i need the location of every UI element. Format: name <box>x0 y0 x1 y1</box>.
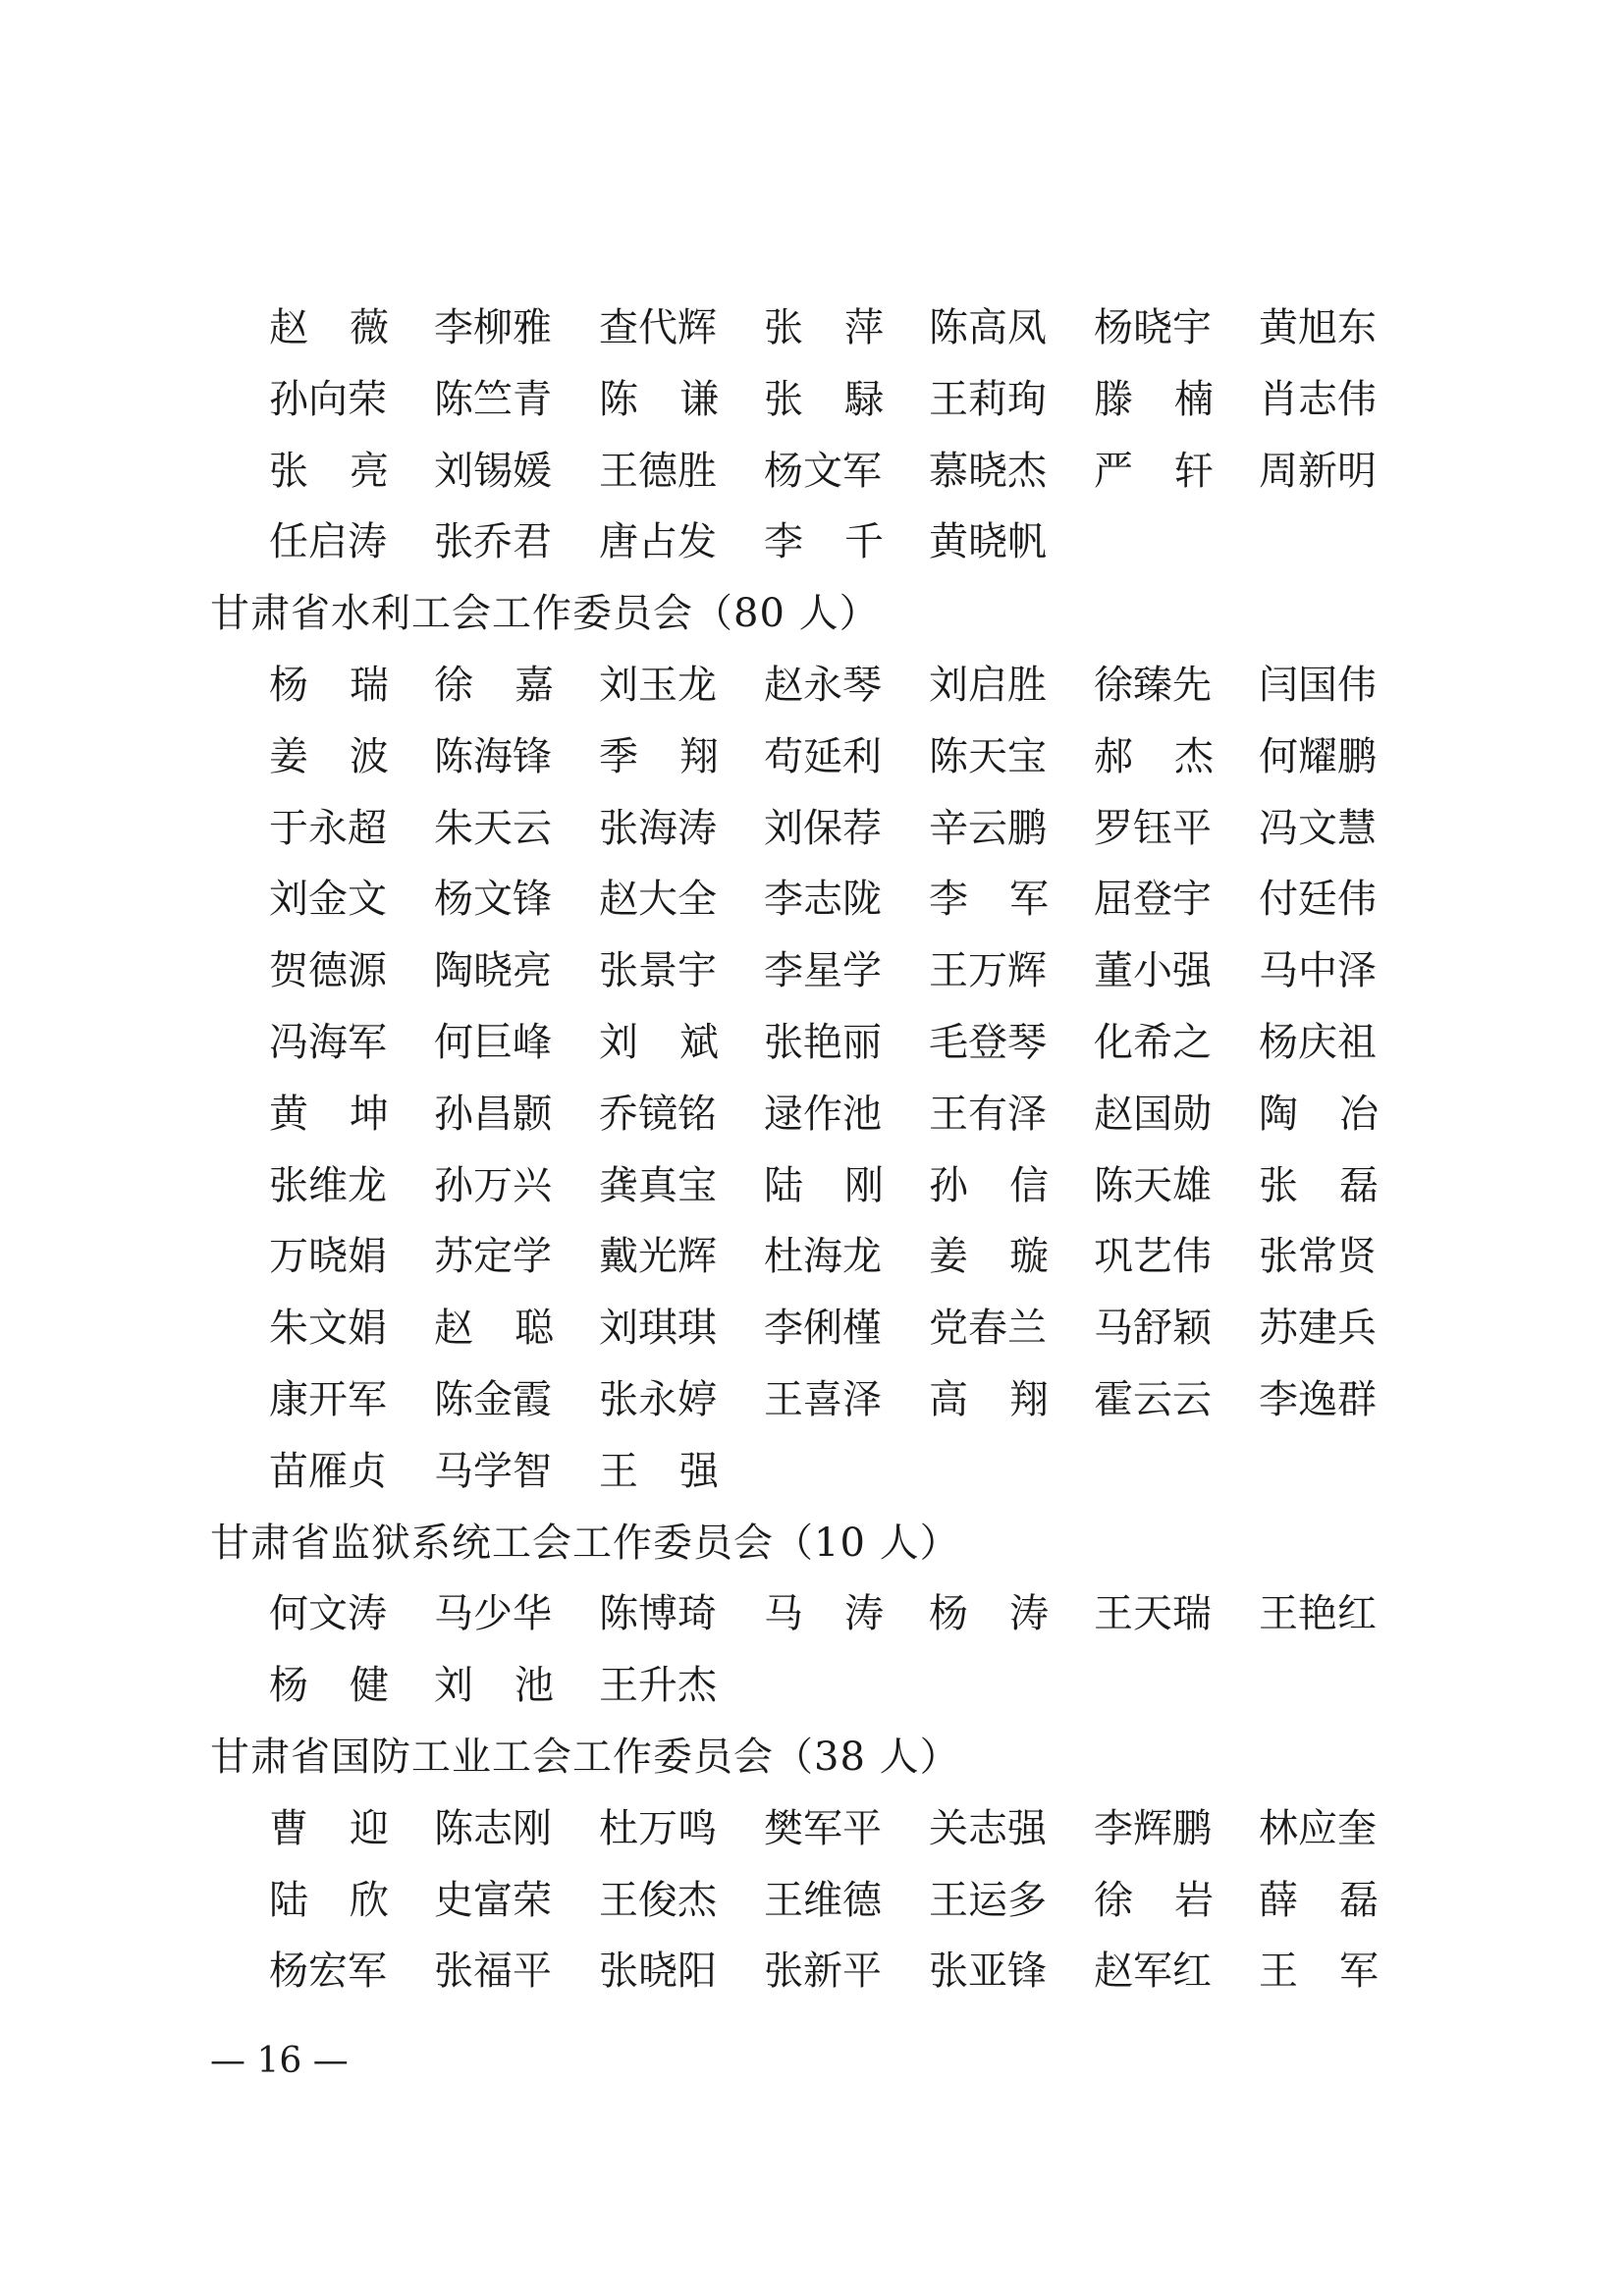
person-name: 苟延利 <box>764 733 882 779</box>
person-name: 张艳丽 <box>764 1020 882 1065</box>
person-name: 孙 信 <box>929 1162 1049 1208</box>
person-name: 郝 杰 <box>1094 733 1214 779</box>
person-name: 冯海军 <box>269 1020 387 1065</box>
person-name: 陈海锋 <box>434 733 552 779</box>
person-name: 杜万鸣 <box>599 1805 717 1851</box>
person-name: 王艳红 <box>1259 1591 1377 1637</box>
person-name: 李星学 <box>764 948 882 994</box>
person-name: 慕晓杰 <box>929 448 1047 494</box>
name-row <box>0 507 1624 577</box>
person-name: 杨 健 <box>269 1663 389 1709</box>
person-name: 陈 谦 <box>599 376 719 422</box>
person-name: 苏建兵 <box>1259 1306 1377 1352</box>
name-row <box>0 1007 1624 1078</box>
person-name: 赵军红 <box>1094 1949 1212 1995</box>
person-name: 周新明 <box>1259 448 1377 494</box>
person-name: 刘 池 <box>434 1663 554 1709</box>
name-row <box>0 1436 1624 1507</box>
committee-heading: 甘肃省水利工会工作委员会（80 人） <box>210 591 880 637</box>
person-name: 张永婷 <box>599 1377 717 1422</box>
person-name: 马舒颖 <box>1094 1306 1212 1352</box>
person-name: 马中泽 <box>1259 948 1377 994</box>
person-name: 徐 岩 <box>1094 1877 1214 1923</box>
person-name: 王莉珣 <box>929 376 1047 422</box>
person-name: 陈天宝 <box>929 733 1047 779</box>
person-name: 付廷伟 <box>1259 877 1377 923</box>
person-name: 张常贤 <box>1259 1234 1377 1280</box>
person-name: 黄 坤 <box>269 1091 389 1137</box>
person-name: 贺德源 <box>269 948 387 994</box>
person-name: 何巨峰 <box>434 1020 552 1065</box>
person-name: 严 轩 <box>1094 448 1214 494</box>
person-name: 季 翔 <box>599 733 719 779</box>
person-name: 刘保荐 <box>764 805 882 851</box>
person-name: 王喜泽 <box>764 1377 882 1422</box>
person-name: 查代辉 <box>599 305 717 350</box>
name-row <box>0 935 1624 1006</box>
person-name: 何耀鹏 <box>1259 733 1377 779</box>
name-row <box>0 436 1624 507</box>
person-name: 赵 聪 <box>434 1306 554 1352</box>
person-name: 杨文军 <box>764 448 882 494</box>
person-name: 李 军 <box>929 877 1049 923</box>
person-name: 刘金文 <box>269 877 387 923</box>
person-name: 陈金霞 <box>434 1377 552 1422</box>
person-name: 罗钰平 <box>1094 805 1212 851</box>
person-name: 闫国伟 <box>1259 663 1377 708</box>
name-row <box>0 1079 1624 1149</box>
person-name: 乔镜铭 <box>599 1091 717 1137</box>
person-name: 张 騄 <box>764 376 884 422</box>
person-name: 陈博琦 <box>599 1591 717 1637</box>
person-name: 陆 刚 <box>764 1162 884 1208</box>
person-name: 孙向荣 <box>269 376 387 422</box>
person-name: 张维龙 <box>269 1162 387 1208</box>
person-name: 王维德 <box>764 1877 882 1923</box>
person-name: 张海涛 <box>599 805 717 851</box>
person-name: 马学智 <box>434 1448 552 1494</box>
person-name: 陈竺青 <box>434 376 552 422</box>
person-name: 薛 磊 <box>1259 1877 1379 1923</box>
person-name: 孙昌颢 <box>434 1091 552 1137</box>
person-name: 王运多 <box>929 1877 1047 1923</box>
person-name: 张福平 <box>434 1949 552 1995</box>
person-name: 朱天云 <box>434 805 552 851</box>
person-name: 冯文慧 <box>1259 805 1377 851</box>
person-name: 化希之 <box>1094 1020 1212 1065</box>
person-name: 李辉鹏 <box>1094 1805 1212 1851</box>
person-name: 朱文娟 <box>269 1306 387 1352</box>
person-name: 杨 瑞 <box>269 663 389 708</box>
person-name: 于永超 <box>269 805 387 851</box>
name-row <box>0 1650 1624 1721</box>
person-name: 李 千 <box>764 519 884 565</box>
name-row <box>0 1364 1624 1435</box>
person-name: 陈高凤 <box>929 305 1047 350</box>
name-row <box>0 1936 1624 2006</box>
person-name: 巩艺伟 <box>1094 1234 1212 1280</box>
person-name: 屈登宇 <box>1094 877 1212 923</box>
name-row <box>0 650 1624 721</box>
person-name: 杨晓宇 <box>1094 305 1212 350</box>
person-name: 康开军 <box>269 1377 387 1422</box>
person-name: 赵国勋 <box>1094 1091 1212 1137</box>
person-name: 姜 波 <box>269 733 389 779</box>
person-name: 徐 嘉 <box>434 663 554 708</box>
person-name: 刘琪琪 <box>599 1306 717 1352</box>
person-name: 龚真宝 <box>599 1162 717 1208</box>
person-name: 黄晓帆 <box>929 519 1047 565</box>
person-name: 董小强 <box>1094 948 1212 994</box>
person-name: 任启涛 <box>269 519 387 565</box>
person-name: 王万辉 <box>929 948 1047 994</box>
name-row <box>0 293 1624 363</box>
person-name: 王升杰 <box>599 1663 717 1709</box>
person-name: 赵永琴 <box>764 663 882 708</box>
person-name: 刘启胜 <box>929 663 1047 708</box>
name-row <box>0 1793 1624 1864</box>
person-name: 滕 楠 <box>1094 376 1214 422</box>
person-name: 逯作池 <box>764 1091 882 1137</box>
person-name: 杨庆祖 <box>1259 1020 1377 1065</box>
name-row <box>0 1865 1624 1936</box>
person-name: 杨宏军 <box>269 1949 387 1995</box>
person-name: 马 涛 <box>764 1591 884 1637</box>
person-name: 陶晓亮 <box>434 948 552 994</box>
person-name: 戴光辉 <box>599 1234 717 1280</box>
person-name: 张乔君 <box>434 519 552 565</box>
person-name: 张 磊 <box>1259 1162 1379 1208</box>
person-name: 毛登琴 <box>929 1020 1047 1065</box>
person-name: 陈志刚 <box>434 1805 552 1851</box>
person-name: 陶 冶 <box>1259 1091 1379 1137</box>
person-name: 王 强 <box>599 1448 719 1494</box>
person-name: 刘锡媛 <box>434 448 552 494</box>
person-name: 高 翔 <box>929 1377 1049 1422</box>
name-row <box>0 793 1624 864</box>
person-name: 史富荣 <box>434 1877 552 1923</box>
person-name: 张景宇 <box>599 948 717 994</box>
committee-heading: 甘肃省国防工业工会工作委员会（38 人） <box>210 1735 960 1780</box>
person-name: 杨文锋 <box>434 877 552 923</box>
person-name: 张 萍 <box>764 305 884 350</box>
page-number: — 16 — <box>210 2041 349 2081</box>
person-name: 姜 璇 <box>929 1234 1049 1280</box>
person-name: 曹 迎 <box>269 1805 389 1851</box>
person-name: 肖志伟 <box>1259 376 1377 422</box>
person-name: 李柳雅 <box>434 305 552 350</box>
person-name: 黄旭东 <box>1259 305 1377 350</box>
name-row <box>0 1578 1624 1649</box>
person-name: 李志陇 <box>764 877 882 923</box>
committee-heading: 甘肃省监狱系统工会工作委员会（10 人） <box>210 1520 960 1566</box>
name-row <box>0 364 1624 435</box>
person-name: 王天瑞 <box>1094 1591 1212 1637</box>
person-name: 张亚锋 <box>929 1949 1047 1995</box>
person-name: 李俐槿 <box>764 1306 882 1352</box>
person-name: 党春兰 <box>929 1306 1047 1352</box>
person-name: 关志强 <box>929 1805 1047 1851</box>
name-row <box>0 1221 1624 1292</box>
person-name: 孙万兴 <box>434 1162 552 1208</box>
name-row <box>0 721 1624 792</box>
person-name: 杨 涛 <box>929 1591 1049 1637</box>
person-name: 张 亮 <box>269 448 389 494</box>
person-name: 辛云鹏 <box>929 805 1047 851</box>
name-row <box>0 1293 1624 1363</box>
person-name: 张晓阳 <box>599 1949 717 1995</box>
person-name: 何文涛 <box>269 1591 387 1637</box>
person-name: 樊军平 <box>764 1805 882 1851</box>
person-name: 王有泽 <box>929 1091 1047 1137</box>
person-name: 万晓娟 <box>269 1234 387 1280</box>
person-name: 陈天雄 <box>1094 1162 1212 1208</box>
person-name: 张新平 <box>764 1949 882 1995</box>
person-name: 林应奎 <box>1259 1805 1377 1851</box>
person-name: 徐臻先 <box>1094 663 1212 708</box>
name-row <box>0 1150 1624 1221</box>
person-name: 刘 斌 <box>599 1020 719 1065</box>
name-row <box>0 864 1624 934</box>
person-name: 李逸群 <box>1259 1377 1377 1422</box>
person-name: 苗雁贞 <box>269 1448 387 1494</box>
person-name: 赵 薇 <box>269 305 389 350</box>
person-name: 王 军 <box>1259 1949 1379 1995</box>
person-name: 苏定学 <box>434 1234 552 1280</box>
person-name: 陆 欣 <box>269 1877 389 1923</box>
person-name: 霍云云 <box>1094 1377 1212 1422</box>
person-name: 刘玉龙 <box>599 663 717 708</box>
person-name: 唐占发 <box>599 519 717 565</box>
person-name: 王德胜 <box>599 448 717 494</box>
person-name: 赵大全 <box>599 877 717 923</box>
person-name: 王俊杰 <box>599 1877 717 1923</box>
person-name: 杜海龙 <box>764 1234 882 1280</box>
person-name: 马少华 <box>434 1591 552 1637</box>
